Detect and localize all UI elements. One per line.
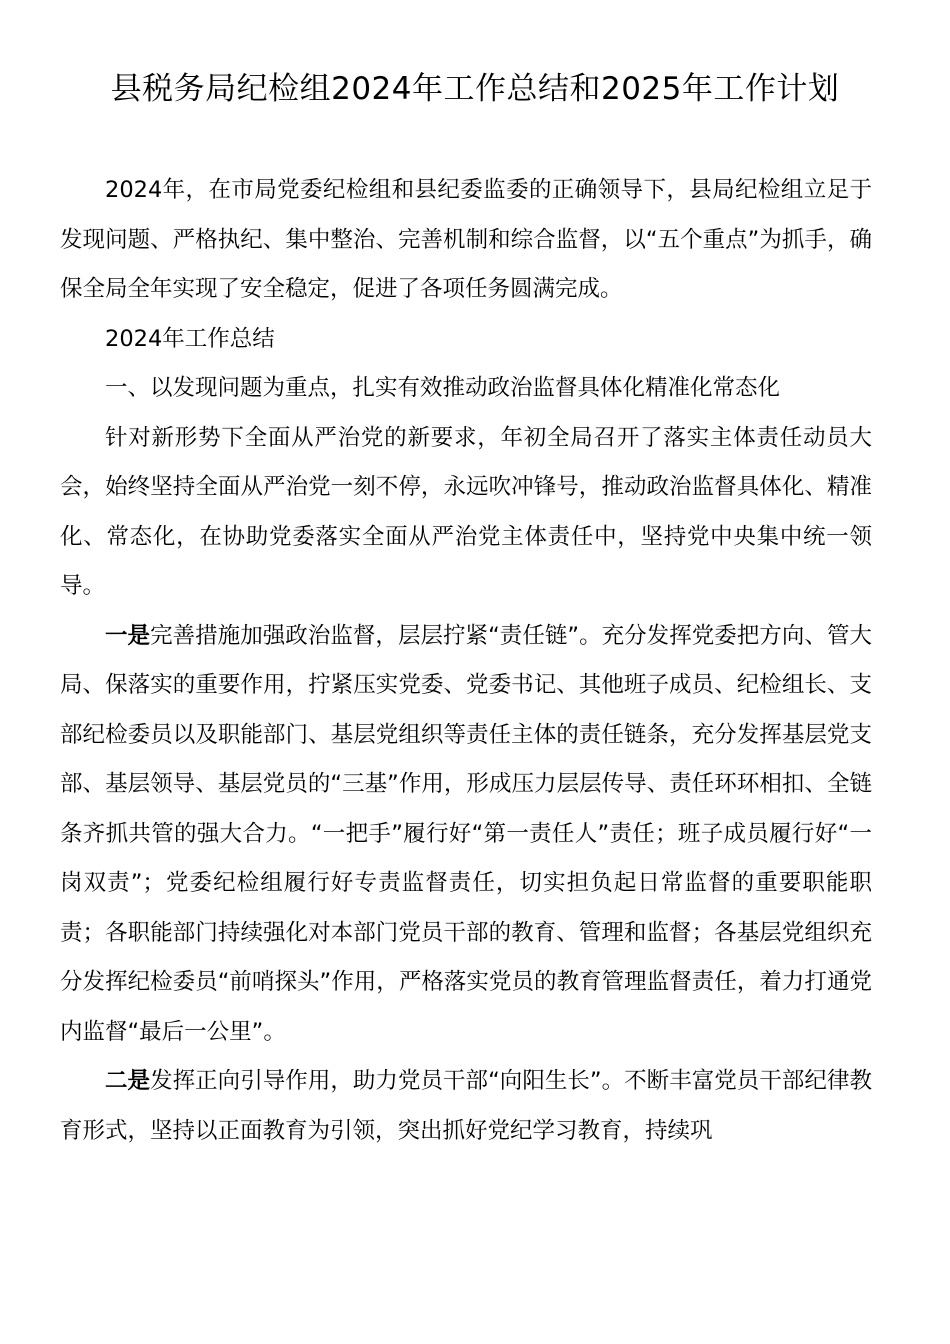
paragraph-lead: 一是 <box>105 622 151 649</box>
paragraph-text: 完善措施加强政治监督，层层拧紧“责任链”。充分发挥党委把方向、管大局、保落实的重要作用，拧紧压实党委、党委书记、其他班子成员、纪检组长、支部纪检委员以及职能部门、基层党组织等责任主体的责任链条，充分发挥基层党支部、基层领导、基层党员的“三基”作用，形成压力层层传导、责任环环相扣、全链条齐抓共管的强大合力。“一把手”履行好“第一责任人”责任；班子成员履行好“一岗双责”；党委纪检组履行好专责监督责任，切实担负起日常监督的重要职能职责；各职能部门持续强化对本部门党员干部的教育、管理和监督；各基层党组织充分发挥纪检委员“前哨探头”作用，严格落实党员的教育管理监督责任，着力打通党内监督“最后一公里”。 <box>60 622 872 1045</box>
paragraph-intro <box>60 166 872 315</box>
section-heading-summary <box>60 315 872 365</box>
paragraph-text: 2024年，在市局党委纪检组和县纪委监委的正确领导下，县局纪检组立足于发现问题、严格执纪、集中整治、完善机制和综合监督，以“五个重点”为抓手，确保全局全年实现了安全稳定，促进了各项任务圆满完成。 <box>60 177 872 302</box>
paragraph-text: 发挥正向引导作用，助力党员干部“向阳生长”。不断丰富党员干部纪律教育形式，坚持以正面教育为引领，突出抓好党纪学习教育，持续巩 <box>60 1068 872 1144</box>
paragraph-body <box>60 414 872 612</box>
document-body <box>60 166 872 1156</box>
paragraph-text: 针对新形势下全面从严治党的新要求，年初全局召开了落实主体责任动员大会，始终坚持全面从严治党一刻不停，永远吹冲锋号，推动政治监督具体化、精准化、常态化，在协助党委落实全面从严治党主体责任中，坚持党中央集中统一领导。 <box>60 424 872 599</box>
paragraph-point-1 <box>60 612 872 1058</box>
paragraph-text: 2024年工作总结 <box>105 325 275 352</box>
paragraph-text: 一、以发现问题为重点，扎实有效推动政治监督具体化精准化常态化 <box>105 375 781 401</box>
paragraph-lead: 二是 <box>105 1068 151 1094</box>
subsection-heading-1 <box>60 364 872 414</box>
paragraph-point-2 <box>60 1057 872 1156</box>
document-title: 县税务局纪检组2024年工作总结和2025年工作计划 <box>110 71 840 107</box>
